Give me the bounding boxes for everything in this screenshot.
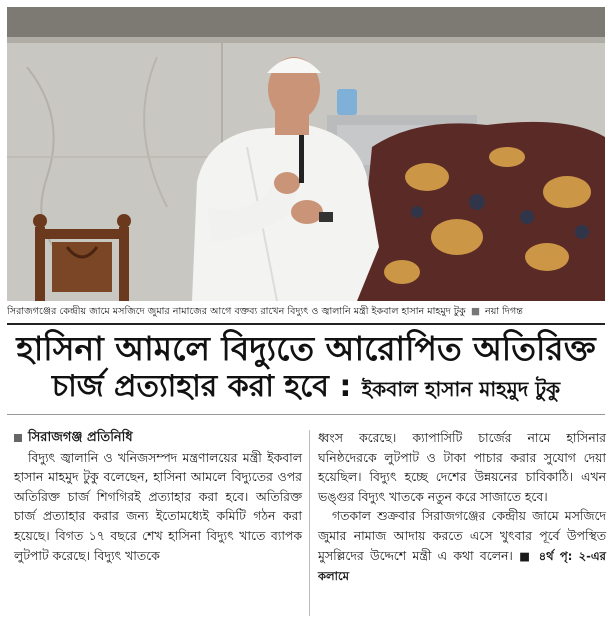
reporter-name: সিরাজগঞ্জ প্রতিনিধি: [28, 430, 133, 445]
caption-text: সিরাজগঞ্জের কেন্দ্রীয় জামে মসজিদে জুমার নামাজের আগে বক্তব্য রাখেন বিদ্যুৎ ও জ্বালানি মন্ত্রী ইকবাল হাসান মাহমুদ টুকু: [7, 306, 466, 317]
photo-credit: নয়া দিগন্ত: [484, 306, 523, 317]
paragraph-right-2: [318, 506, 606, 586]
headline-byline: ইকবাল হাসান মাহমুদ টুকু: [361, 377, 561, 401]
headline: [7, 330, 605, 408]
bullet-square-icon: [14, 434, 22, 442]
headline-line-1: হাসিনা আমলে বিদ্যুতে আরোপিত অতিরিক্ত: [16, 329, 596, 368]
continued-text: ৪র্থ পৃ: ২-এর কলামে: [318, 548, 606, 584]
photo-illustration: [7, 7, 605, 301]
photo-caption: [7, 303, 605, 321]
paragraph-right-2-text: গতকাল শুক্রবার সিরাজগঞ্জের কেন্দ্রীয় জামে মসজিদে জুমার নামাজ আদায় করতে এসে খুৎবার পূর্বে উপস্থিত মুসল্লিদের উদ্দেশে মন্ত্রী এ কথা বলেন।: [318, 508, 606, 563]
paragraph-left: বিদ্যুৎ জ্বালানি ও খনিজসম্পদ মন্ত্রণালয়ের মন্ত্রী ইকবাল হাসান মাহমুদ টুকু বলেছেন, হাসিনা আমলে বিদ্যুতের ওপর অতিরিক্ত চার্জ শিগগিরই প্রত্যাহার করা হবে। অতিরিক্ত চার্জ প্রত্যাহার করার জন্য ইতোমধ্যেই কমিটি গঠন করা হয়েছে। বিগত ১৭ বছরে শেখ হাসিনা বিদ্যুৎ খাতে ব্যাপক লুটপাট করেছে। বিদ্যুৎ খাতকে: [14, 449, 302, 563]
article-column-left: [14, 428, 302, 565]
article-column-right: [318, 428, 606, 587]
headline-bottom-rule: [7, 414, 605, 415]
headline-line-2-text: চার্জ প্রত্যাহার করা হবে :: [51, 369, 352, 404]
headline-line-2: [7, 368, 605, 408]
news-photo: [7, 7, 605, 301]
continued-square-icon: ■: [519, 548, 533, 563]
headline-top-rule: [7, 323, 605, 325]
column-divider: [309, 430, 310, 616]
reporter-line: [14, 428, 302, 448]
credit-square-icon: ■: [470, 306, 480, 317]
paragraph-right-1: ধ্বংস করেছে। ক্যাপাসিটি চার্জের নামে হাসিনার ঘনিষ্ঠদেরকে লুটপাট ও টাকা পাচার করার সুযোগ দেয়া হয়েছিল। বিদ্যুৎ হচ্ছে দেশের উন্নয়নের চাবিকাঠি। এখন ভঙ্গুর বিদ্যুৎ খাতকে নতুন করে সাজাতে হবে।: [318, 430, 606, 504]
